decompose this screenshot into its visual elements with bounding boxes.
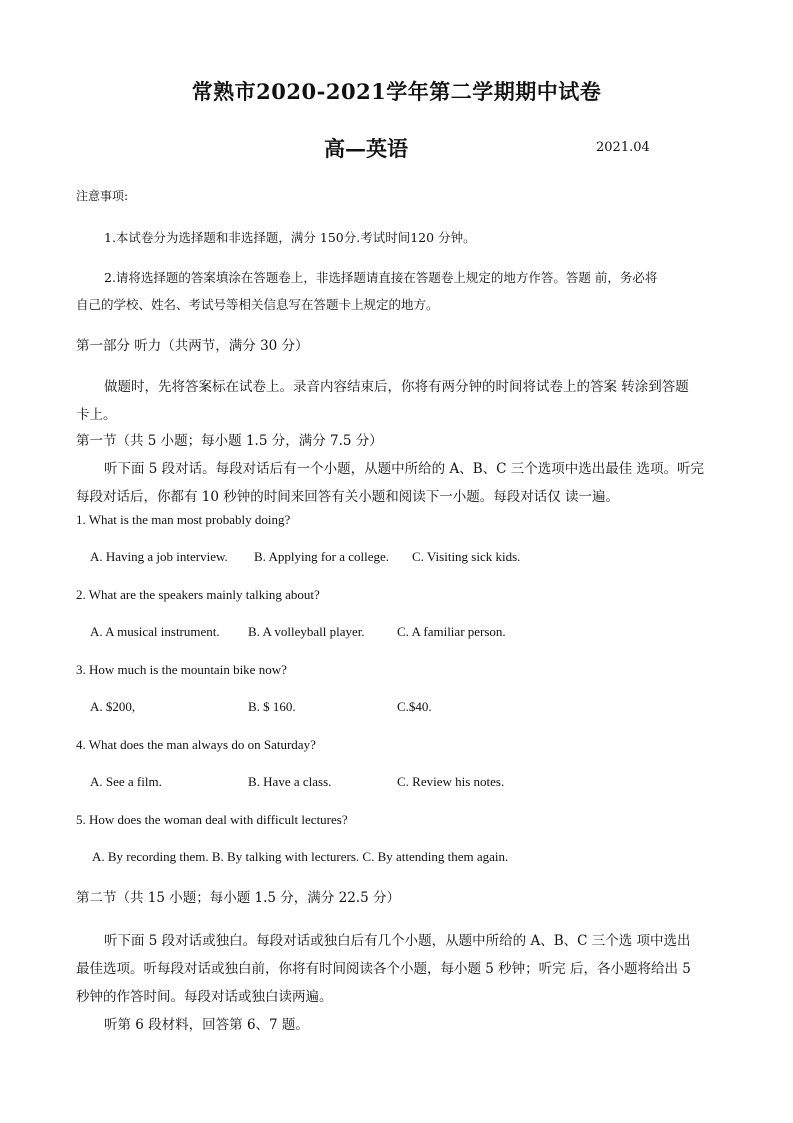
option-b: B. Have a class. bbox=[248, 774, 332, 789]
option-b: B. A volleyball player. bbox=[248, 624, 365, 639]
question-stem: 5. How does the woman deal with difficult lectures? bbox=[76, 812, 348, 827]
exam-date: 2021.04 bbox=[596, 140, 650, 155]
part1-heading: 第一部分 听力（共两节，满分 30 分） bbox=[76, 338, 309, 354]
option-b: B. $ 160. bbox=[248, 699, 296, 714]
part1-intro-line2: 卡上。 bbox=[76, 407, 117, 423]
part1-intro-line1: 做题时，先将答案标在试卷上。录音内容结束后，你将有两分钟的时间将试卷上的答案 转涂到答题 bbox=[104, 379, 689, 395]
question-stem: 1. What is the man most probably doing? bbox=[76, 512, 291, 527]
subject-title: 高—英语 bbox=[324, 136, 408, 161]
section2-intro-line1: 听下面 5 段对话或独白。每段对话或独白后有几个小题，从题中所给的 A、B、C 三个选 项中选出 bbox=[104, 933, 691, 949]
option-c: C. Review his notes. bbox=[397, 774, 505, 789]
notice-heading: 注意事项: bbox=[76, 189, 129, 203]
section2-intro-line2: 最佳选项。听每段对话或独白前，你将有时间阅读各个小题，每小题 5 秒钟；听完 后，各小题将给出 5 bbox=[76, 961, 691, 977]
option-a: A. $200, bbox=[90, 699, 136, 714]
option-b: B. Applying for a college. bbox=[254, 549, 390, 564]
notice-item-2-line2: 自己的学校、姓名、考试号等相关信息写在答题卡上规定的地方。 bbox=[76, 297, 439, 312]
option-a: A. A musical instrument. bbox=[90, 624, 220, 639]
material-6-instruction: 听第 6 段材料，回答第 6、7 题。 bbox=[104, 1017, 309, 1033]
option-a: A. See a film. bbox=[90, 774, 162, 789]
section1-intro-line2: 每段对话后，你都有 10 秒钟的时间来回答有关小题和阅读下一小题。每段对话仅 读一遍。 bbox=[76, 489, 620, 505]
option-c: C.$40. bbox=[397, 699, 432, 714]
question-stem: 4. What does the man always do on Saturday? bbox=[76, 737, 316, 752]
section2-intro-line3: 秒钟的作答时间。每段对话或独白读两遍。 bbox=[76, 989, 333, 1005]
option-c: C. A familiar person. bbox=[397, 624, 506, 639]
section2-heading: 第二节（共 15 小题；每小题 1.5 分，满分 22.5 分） bbox=[76, 890, 400, 906]
option-a: A. Having a job interview. bbox=[90, 549, 228, 564]
question-stem: 3. How much is the mountain bike now? bbox=[76, 662, 287, 677]
options-line: A. By recording them. B. By talking with lecturers. C. By attending them again. bbox=[92, 849, 509, 864]
page-title: 常熟市2020-2021学年第二学期期中试卷 bbox=[191, 79, 602, 104]
notice-item-2-line1: 2.请将选择题的答案填涂在答题卷上，非选择题请直接在答题卷上规定的地方作答。答题 前，务必将 bbox=[104, 270, 658, 285]
question-stem: 2. What are the speakers mainly talking about? bbox=[76, 587, 320, 602]
option-c: C. Visiting sick kids. bbox=[412, 549, 521, 564]
section1-intro-line1: 听下面 5 段对话。每段对话后有一个小题，从题中所给的 A、B、C 三个选项中选出最佳 选项。听完 bbox=[104, 461, 705, 477]
section1-heading: 第一节（共 5 小题；每小题 1.5 分，满分 7.5 分） bbox=[76, 433, 383, 449]
notice-item-1: 1.本试卷分为选择题和非选择题，满分 150分.考试时间120 分钟。 bbox=[104, 230, 476, 245]
